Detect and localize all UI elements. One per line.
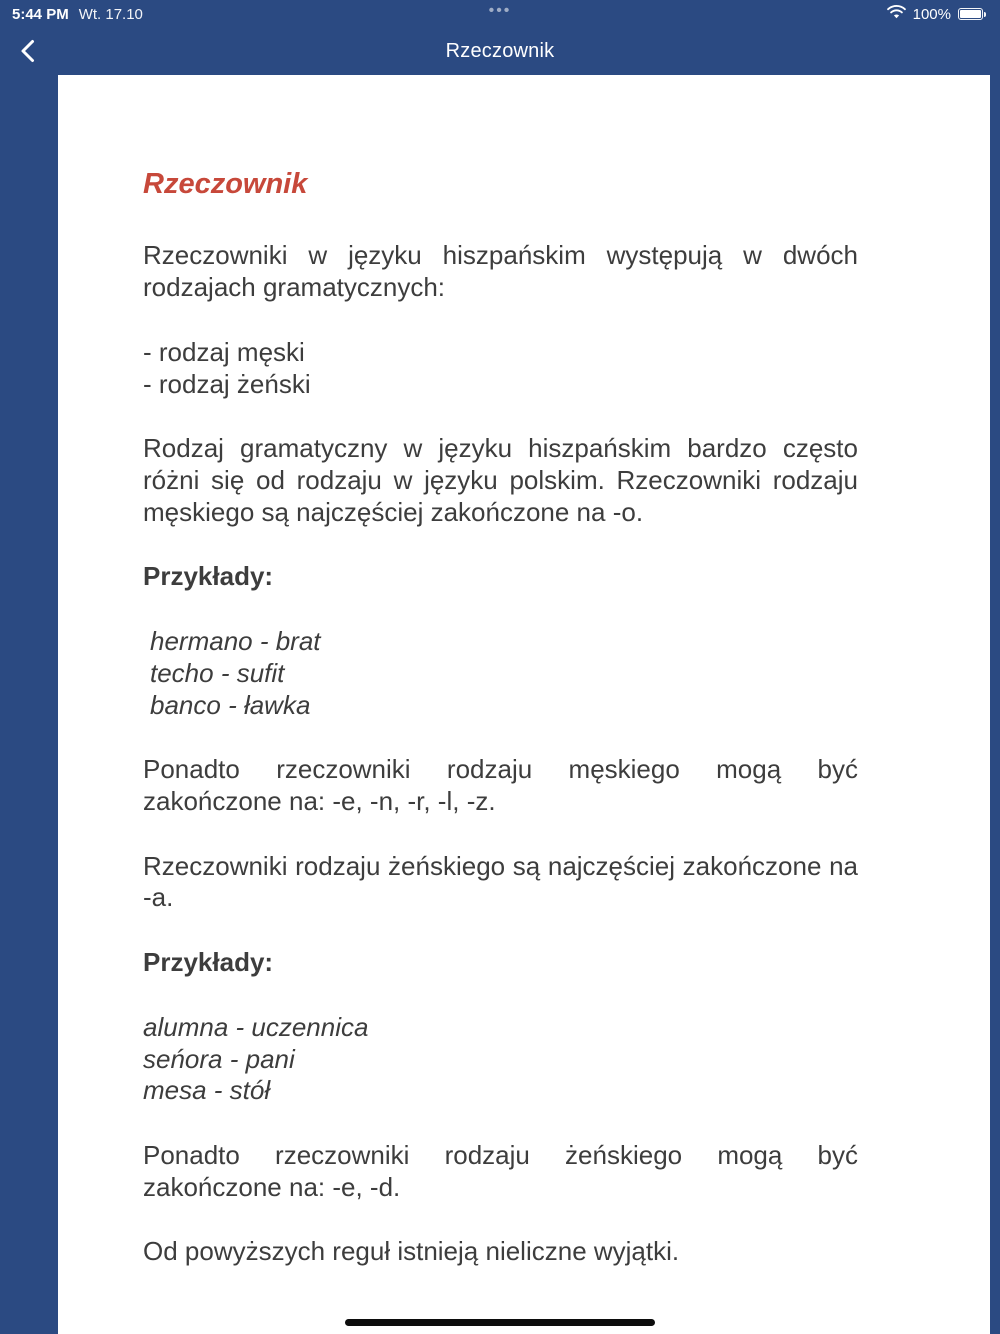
paragraph-rule-masculine: Rodzaj gramatyczny w języku hiszpańskim bardzo często różni się od rodzaju w języku polskim. Rzeczowniki rodzaju męskiego są najczęściej zakończone na -o.	[143, 433, 858, 527]
example-item: hermano - brat	[150, 626, 321, 657]
example-item: banco - ławka	[150, 689, 311, 720]
wifi-icon	[887, 5, 906, 23]
gender-list	[143, 337, 858, 400]
status-time: 5:44 PM	[12, 5, 69, 23]
battery-icon	[958, 8, 986, 20]
example-item: seńora - pani	[143, 1043, 295, 1074]
status-right	[887, 5, 986, 23]
status-left	[12, 6, 143, 23]
examples-label: Przykłady:	[143, 561, 274, 592]
app-header	[0, 0, 1000, 75]
list-item: - rodzaj żeński	[143, 368, 311, 399]
battery-percent: 100%	[912, 5, 951, 23]
paragraph-rule-feminine: Rzeczowniki rodzaju żeńskiego są najczęściej zakończone na -a.	[143, 850, 858, 913]
paragraph-feminine-endings: Ponadto rzeczowniki rodzaju żeńskiego mogą być zakończone na: -e, -d.	[143, 1140, 858, 1202]
paragraph-masculine-endings: Ponadto rzeczowniki rodzaju męskiego mogą być zakończone na: -e, -n, -r, -l, -z.	[143, 754, 858, 816]
chevron-left-icon	[17, 37, 39, 68]
page-title: Rzeczownik	[445, 40, 555, 62]
nav-bar	[0, 28, 1000, 75]
example-item: techo - sufit	[150, 657, 285, 688]
status-bar	[0, 0, 1000, 28]
examples-masculine	[143, 626, 858, 721]
paragraph-exceptions: Od powyższych reguł istnieją nieliczne wyjątki.	[143, 1236, 680, 1267]
back-button[interactable]	[8, 32, 48, 72]
paragraph-intro: Rzeczowniki w języku hiszpańskim występują w dwóch rodzajach gramatycznych:	[143, 240, 858, 303]
status-date: Wt. 17.10	[78, 5, 143, 23]
home-indicator[interactable]	[345, 1319, 655, 1326]
ellipsis-icon: •••	[488, 2, 512, 19]
document-page[interactable]	[58, 75, 990, 1334]
example-item: mesa - stół	[143, 1075, 271, 1106]
examples-feminine	[143, 1012, 858, 1107]
list-item: - rodzaj męski	[143, 336, 305, 367]
example-item: alumna - uczennica	[143, 1011, 369, 1042]
examples-label: Przykłady:	[143, 947, 274, 978]
doc-heading: Rzeczownik	[143, 168, 308, 200]
